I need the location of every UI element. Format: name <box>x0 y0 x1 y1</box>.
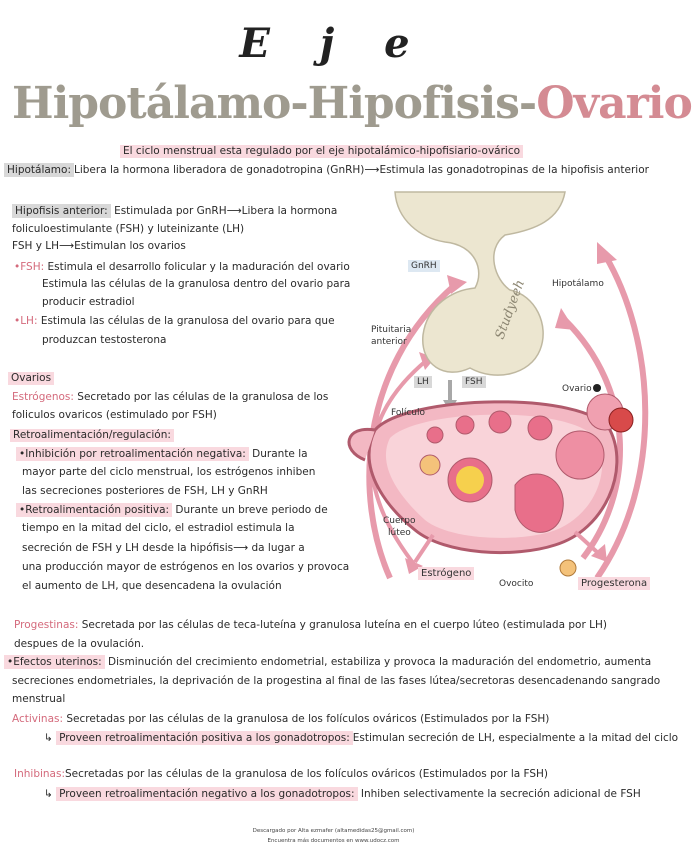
estrogenos-line-2: foliculos ovaricos (estimulado por FSH) <box>12 409 217 421</box>
inhibinas-line-1: Secretadas por las células de la granulosa de los folículos ováricos (Estimulados por la FSH) <box>65 768 549 780</box>
lh-diagram-label: LH <box>414 376 432 388</box>
inhibinas-label: Inhibinas: <box>14 768 66 780</box>
hipotalamo-row <box>4 165 649 176</box>
estrogenos-line-1: Secretado por las células de la granulosa de los <box>77 391 329 403</box>
ovocyte-shape <box>560 560 576 576</box>
activinas-arrow-icon: ↳ <box>44 732 53 744</box>
progesterona-label: Progesterona <box>578 577 650 590</box>
pos-line-5: el aumento de LH, que desencadena la ovulación <box>22 580 282 592</box>
page-title <box>12 78 692 129</box>
lh-label: •LH: <box>14 315 38 327</box>
fsh-line-1: Estimula el desarrollo folicular y la maduración del ovario <box>47 261 350 273</box>
pos-label: •Retroalimentación positiva: <box>16 503 172 517</box>
hipotalamo-diagram-label: Hipotálamo <box>552 279 604 289</box>
neg-row <box>16 449 308 460</box>
activinas-label: Activinas: <box>12 713 64 725</box>
hipofisis-label: Hipofisis anterior: <box>12 204 111 218</box>
inhibinas-arrow-icon: ↳ <box>44 788 53 800</box>
activinas-row <box>12 714 549 725</box>
follicle-2 <box>456 416 474 434</box>
fsh-row <box>14 262 350 273</box>
lh-line-2: produzcan testosterona <box>42 334 167 346</box>
corpus-luteum-center <box>456 466 484 494</box>
cuerpo-label-1: Cuerpo <box>383 516 416 526</box>
follicle-5 <box>556 431 604 479</box>
cuerpo-label-2: lúteo <box>388 528 411 538</box>
follicle-6 <box>420 455 440 475</box>
inhibinas-line-2: Inhiben selectivamente la secreción adicional de FSH <box>360 788 641 800</box>
hipofisis-line-3: FSH y LH⟶Estimulan los ovarios <box>12 240 186 252</box>
estrogeno-label: Estrógeno <box>418 567 474 580</box>
fsh-line-2: Estimula las células de la granulosa dentro del ovario para <box>42 278 351 290</box>
fsh-diagram-label: FSH <box>462 376 486 388</box>
logo-heart <box>609 408 633 432</box>
hipofisis-line-2: foliculoestimulante (FSH) y luteinizante (LH) <box>12 223 245 235</box>
subtitle: El ciclo menstrual esta regulado por el eje hipotalámico-hipofisiario-ovárico <box>120 145 523 158</box>
activinas-line-2: Estimulan secreción de LH, especialmente a la mitad del ciclo <box>352 732 679 744</box>
follicle-3 <box>489 411 511 433</box>
efectos-line-3: menstrual <box>12 693 66 705</box>
footer-download: Descargado por Alta ezmafer (altamedidas25@gmail.com) <box>252 828 415 834</box>
fsh-label: •FSH: <box>14 261 45 273</box>
efectos-label: •Efectos uterinos: <box>4 655 105 669</box>
efectos-line-1: Disminución del crecimiento endometrial, estabiliza y provoca la maduración del endometrio, aumenta <box>108 656 652 668</box>
arrow-outer-right-head <box>597 242 617 264</box>
follicle-1 <box>427 427 443 443</box>
hypothalamus-shape <box>395 192 565 375</box>
neg-line-1: Durante la <box>252 448 308 460</box>
estrogenos-label: Estrógenos: <box>12 391 74 403</box>
inhibinas-highlight: Proveen retroalimentación negativo a los gonadotropos: <box>56 787 357 801</box>
ruptured-follicle <box>515 474 563 532</box>
hpo-axis-diagram <box>335 190 667 602</box>
hipofisis-line-1: Estimulada por GnRH⟶Libera la hormona <box>114 205 338 217</box>
ovarios-label: Ovarios <box>8 372 54 385</box>
pos-line-4: una producción mayor de estrógenos en los ovarios y provoca <box>22 561 350 573</box>
activinas-highlight: Proveen retroalimentación positiva a los gonadotropos: <box>56 731 353 745</box>
pituitaria-label-2: anterior <box>371 337 407 347</box>
hipofisis-row-1 <box>12 206 337 217</box>
hipotalamo-label: Hipotálamo: <box>4 163 74 177</box>
retro-label: Retroalimentación/regulación: <box>10 429 174 442</box>
fsh-line-3: producir estradiol <box>42 296 135 308</box>
neg-line-2: mayor parte del ciclo menstrual, los estrógenos inhiben <box>22 466 316 478</box>
ovario-label: Ovario <box>562 384 592 394</box>
gnrh-label: GnRH <box>408 260 440 272</box>
estrogeno-arrow <box>415 535 433 562</box>
pos-line-3: secreción de FSH y LH desde la hipófisis⟶ da lugar a <box>22 542 305 554</box>
follicle-4 <box>528 416 552 440</box>
inhibinas-row <box>14 769 548 780</box>
watermark: Studyeeh <box>492 278 528 342</box>
inhibinas-row-2 <box>44 789 641 800</box>
title-part-2: Ovario <box>536 78 692 129</box>
progestinas-label: Progestinas: <box>14 619 79 631</box>
pos-row <box>16 505 328 516</box>
logo-dot <box>593 384 601 392</box>
eje-heading: E j e <box>239 20 428 67</box>
hipotalamo-text: Libera la hormona liberadora de gonadotropina (GnRH)⟶Estimula las gonadotropinas de la hipofisis anterior <box>74 164 649 176</box>
pos-line-2: tiempo en la mitad del ciclo, el estradiol estimula la <box>22 522 295 534</box>
foliculo-label: Folículo <box>391 408 426 418</box>
activinas-line-1: Secretadas por las células de la granulosa de los folículos ováricos (Estimulados por la FSH) <box>66 713 550 725</box>
progestinas-line-1: Secretada por las células de teca-luteína y granulosa luteína en el cuerpo lúteo (estimulada por LH) <box>81 619 607 631</box>
progestinas-row <box>14 620 607 631</box>
progestinas-line-2: despues de la ovulación. <box>14 638 145 650</box>
lh-line-1: Estimula las células de la granulosa del ovario para que <box>40 315 335 327</box>
activinas-row-2 <box>44 733 678 744</box>
neg-label: •Inhibición por retroalimentación negativa: <box>16 447 249 461</box>
pituitaria-label-1: Pituitaria <box>371 325 412 335</box>
neg-line-3: las secreciones posteriores de FSH, LH y GnRH <box>22 485 268 497</box>
estrogenos-row <box>12 392 328 403</box>
efectos-row <box>4 657 651 668</box>
arrow-right-up-head <box>555 308 575 330</box>
pos-line-1: Durante un breve periodo de <box>175 504 328 516</box>
footer-link[interactable]: Encuentra más documentos en www.udocz.com <box>267 838 400 844</box>
ovocito-label: Ovocito <box>499 579 534 589</box>
efectos-line-2: secreciones endometriales, la deprivación de la progestina al final de las fases lútea/secretoras desencadenando sangrado <box>12 675 661 687</box>
lh-row <box>14 316 335 327</box>
title-part-1: Hipotálamo-Hipofisis- <box>12 78 537 129</box>
